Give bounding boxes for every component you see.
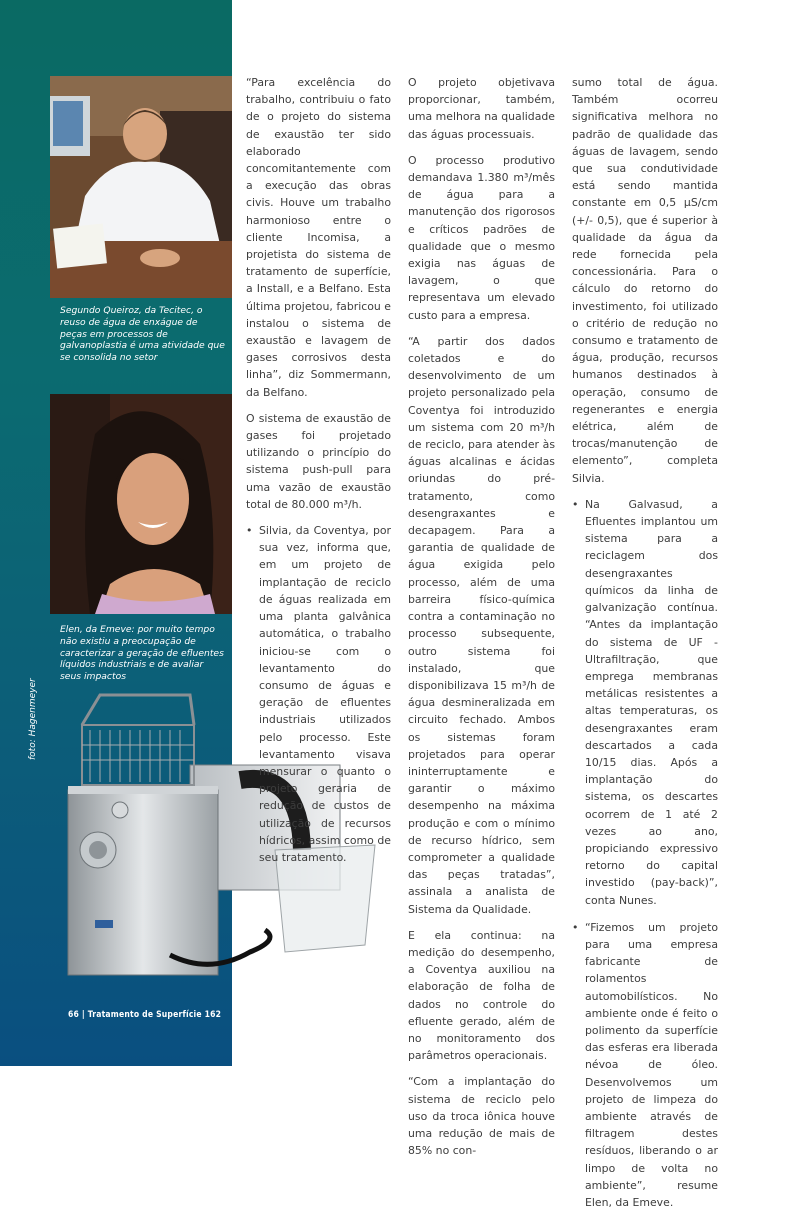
paragraph: sumo total de água. Também ocorreu significativa melhora no padrão de qualidade das águas de lavagem, sendo que sua condutividade está sendo mantida constante em 0,5 µS/cm (+/- 0,5), que é superior à qualidade da água da rede fornecida pela concessionária. Para o cálculo do retorno do investimento, foi utilizado o critério de redução no consumo e tratamento de água, produção, recursos humanos destinados à operação, consumo de regenerantes e energia elétrica, além de trocas/manutenção de elemento”, completa Silvia.	[572, 76, 718, 485]
paragraph: “A partir dos dados coletados e do desenvolvimento de um projeto personalizado pela Coventya foi introduzido um sistema com 20 m³/h de reciclo, para atender às águas alcalinas e ácidas oriundas do pré-tratamento, como desengraxantes e decapagem. Para a garantia de qualidade de água exigida pelo processo, além de uma barreira físico-química contra a contaminação no processo subsequente, outro sistema foi instalado, que disponibilizava 15 m³/h de água desmineralizada em circuito fechado. Ambos os sistemas foram projetados para operar ininterruptamente e garantir o máximo desempenho na máxima produção e com o mínimo de recurso hídrico, sem comprometer a qualidade das peças tratadas”, assinala a analista de Sistema da Qualidade.	[408, 334, 555, 916]
bullet-item: • “Fizemos um projeto para uma empresa fabricante de rolamentos automobilísticos. No ambiente onde é feito o polimento da superfície das esferas era liberada névoa de óleo. Desenvolvemos um projeto de limpeza do ambiente através de filtragem destes resíduos, liberando o ar limpo de volta no ambiente”, resume Elen, da Emeve.	[572, 919, 718, 1211]
caption-photo-2: Elen, da Emeve: por muito tempo não existiu a preocupação de caracterizar a geração de efluentes líquidos industriais e de avaliar seus impactos	[60, 624, 224, 683]
paragraph: O processo produtivo demandava 1.380 m³/mês de água para a manutenção dos rigorosos e críticos padrões de qualidade que o mesmo exigia nas águas de lavagem, o que representava um elevado custo para a empresa.	[408, 153, 555, 322]
photo-segundo-queiroz	[50, 76, 232, 298]
bullet-list	[572, 496, 718, 909]
bullet-list	[246, 522, 391, 866]
paragraph: O sistema de exaustão de gases foi projetado utilizando o princípio do sistema push-pull para uma vazão de exaustão total de 80.000 m³/h.	[246, 411, 391, 511]
text-column-1	[246, 74, 391, 876]
page-footer: 66 | Tratamento de Superfície 162	[68, 1010, 222, 1020]
text-column-2	[408, 74, 555, 1168]
paragraph: “Com a implantação do sistema de reciclo pelo uso da troca iônica houve uma redução de mais de 85% no con-	[408, 1075, 555, 1158]
bullet-item: • Na Galvasud, a Efluentes implantou um sistema para a reciclagem dos desengraxantes químicos da linha de galvanização contínua. “Antes da implantação do sistema de UF - Ultrafiltração, que emprega membranas metálicas resistentes a altas temperaturas, os desengraxantes eram descartados a cada 10/15 dias. Após a implantação do sistema, os descartes ocorrem de 1 até 2 vezes ao ano, propiciando expressivo retorno do capital investido (pay-back)”, conta Nunes.	[572, 496, 718, 909]
photo-credit: foto: Hagenmeyer	[28, 678, 38, 760]
photo-elen	[50, 394, 232, 614]
caption-photo-1: Segundo Queiroz, da Tecitec, o reuso de água de enxágue de peças em processos de galvanoplastia é uma atividade que se consolida no setor	[60, 305, 225, 364]
paragraph: E ela continua: na medição do desempenho, a Coventya auxiliou na elaboração de folha de dados no controle do efluente gerado, além de no monitoramento dos parâmetros operacionais.	[408, 928, 555, 1063]
bullet-item: • Silvia, da Coventya, por sua vez, informa que, em um projeto de implantação de reciclo de águas realizada em uma planta galvânica automática, o trabalho iniciou-se com o levantamento do consumo de águas e geração de efluentes industriais utilizados pelo processo. Este levantamento visava mensurar o quanto o projeto geraria de redução de custos de utilização de recursos hídricos, assim como de seu tratamento.	[246, 522, 391, 866]
text-column-3	[572, 74, 718, 1221]
paragraph: O projeto objetivava proporcionar, também, uma melhora na qualidade das águas processuais.	[408, 76, 555, 141]
bullet-list	[572, 919, 718, 1211]
paragraph: “Para excelência do trabalho, contribuiu o fato de o projeto do sistema de exaustão ter sido elaborado concomitantemente com a execução das obras civis. Houve um trabalho harmonioso entre o cliente Incomisa, a projetista do sistema de tratamento de superfície, a Install, e a Belfano. Esta última projetou, fabricou e instalou o sistema de exaustão e lavagem de gases corrosivos desta linha”, diz Sommermann, da Belfano.	[246, 76, 391, 399]
